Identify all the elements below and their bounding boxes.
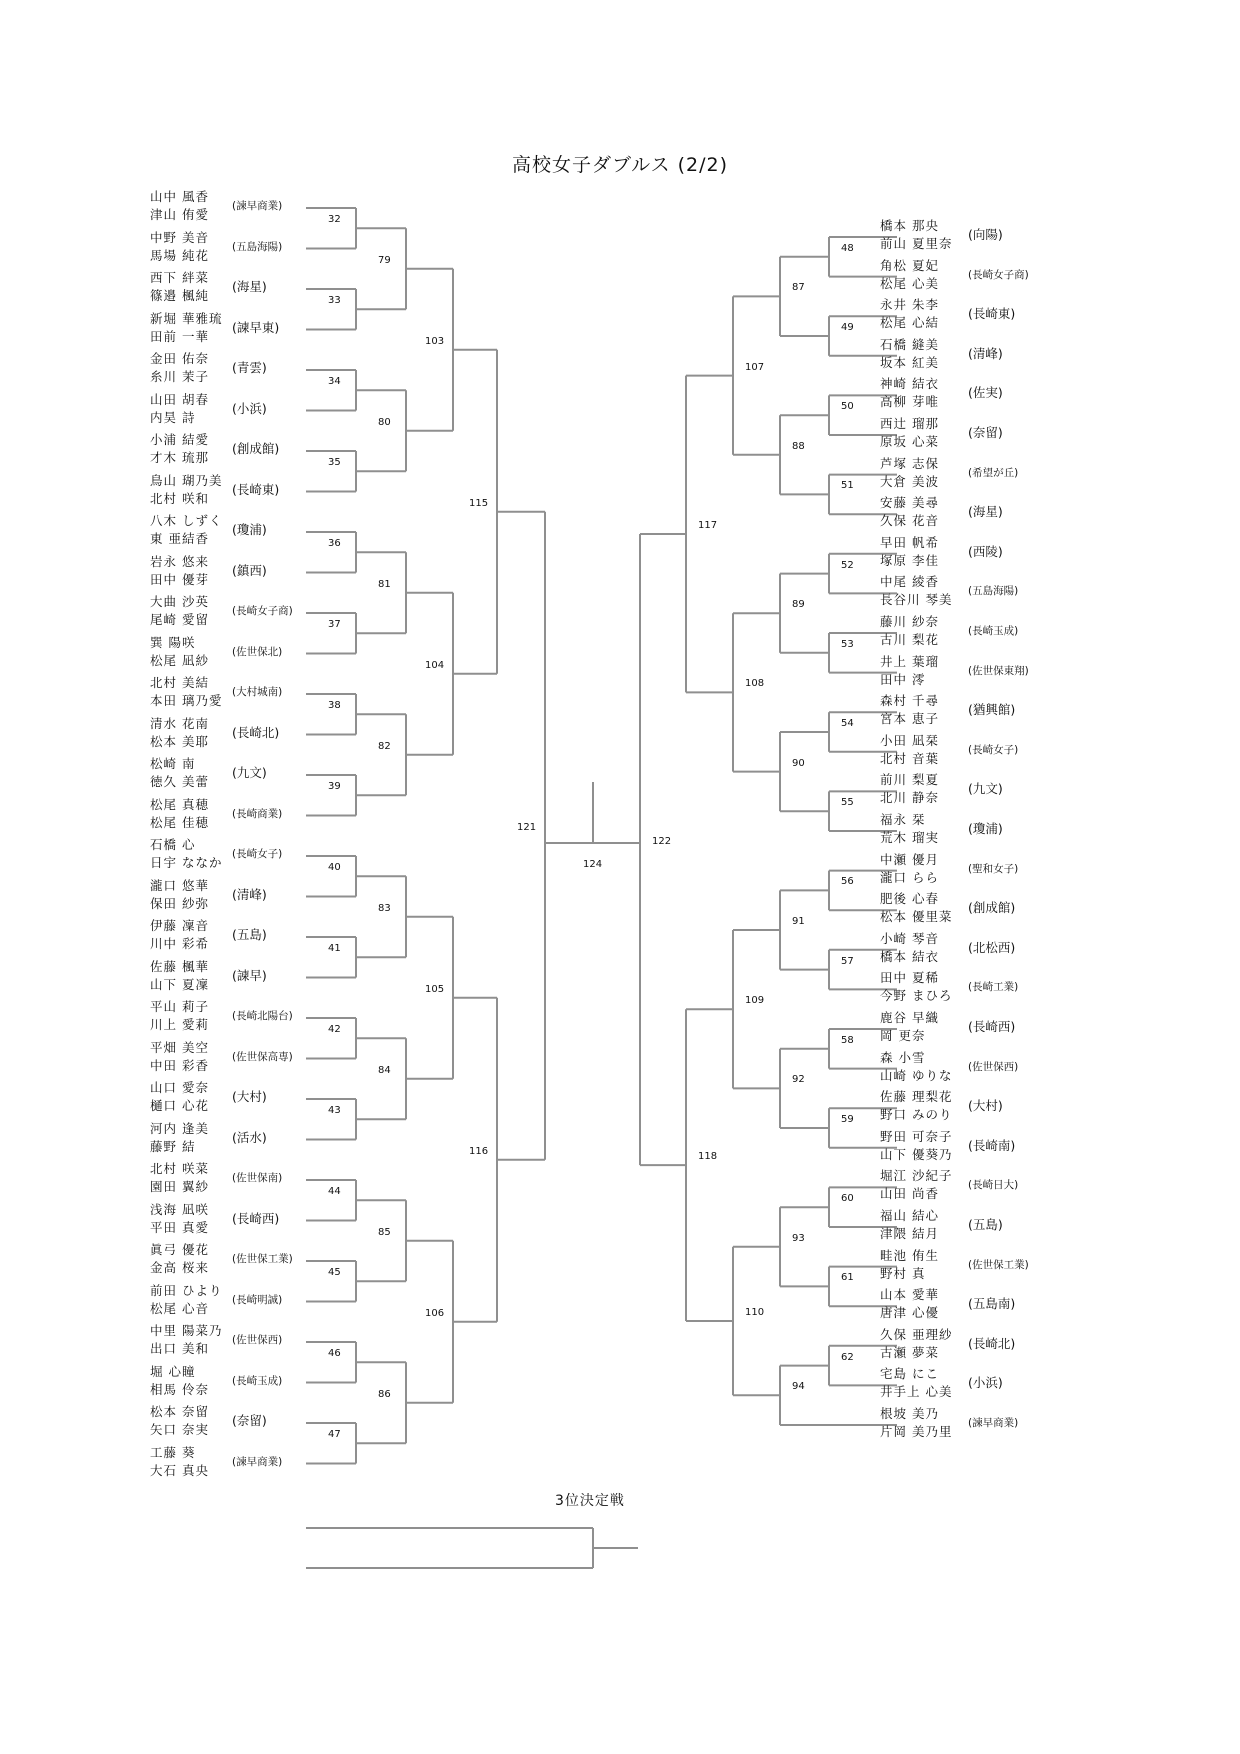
match-number: 79 (378, 254, 391, 266)
player-name-2: 岡 更奈 (880, 1028, 926, 1043)
match-number: 84 (378, 1064, 391, 1076)
match-number: 104 (425, 659, 445, 671)
match-number: 83 (378, 902, 391, 914)
school-name: (長崎北) (968, 1335, 1016, 1351)
match-number: 89 (792, 599, 805, 611)
player-name-1: 早田 帆希 (880, 534, 939, 550)
school-name: (九文) (968, 781, 1003, 797)
match-number: 94 (792, 1381, 805, 1393)
player-name-1: 畦池 侑生 (880, 1247, 939, 1263)
match-number: 122 (652, 835, 672, 847)
match-number: 58 (841, 1034, 854, 1046)
player-name-1: 浅海 凪咲 (150, 1201, 209, 1217)
match-number: 45 (328, 1267, 341, 1279)
player-name-2: 荒木 瑠実 (880, 830, 939, 845)
player-name-1: 佐藤 理梨花 (880, 1089, 953, 1105)
player-name-2: 久保 花音 (880, 513, 939, 529)
player-name-1: 小崎 琴音 (880, 930, 939, 946)
player-name-1: 神崎 結衣 (880, 376, 939, 392)
player-name-1: 鹿谷 早織 (880, 1010, 939, 1025)
match-number: 44 (328, 1186, 341, 1198)
match-number: 90 (792, 757, 805, 769)
player-name-2: 塚原 李佳 (880, 552, 939, 568)
player-name-2: 矢口 奈実 (150, 1422, 209, 1437)
match-number: 35 (328, 457, 341, 469)
match-number: 109 (745, 995, 765, 1007)
player-name-2: 片岡 美乃里 (880, 1424, 953, 1439)
player-name-2: 山下 優葵乃 (880, 1146, 953, 1162)
player-name-2: 井手上 心美 (880, 1384, 953, 1400)
player-name-1: 橋本 那央 (880, 218, 939, 233)
player-name-1: 瀧口 悠華 (150, 877, 209, 893)
school-name: (佐世保南) (232, 1172, 283, 1184)
match-number: 33 (328, 295, 341, 307)
player-name-1: 西辻 瑠那 (880, 416, 939, 431)
player-name-2: 松尾 佳穂 (150, 814, 209, 830)
school-name: (五島) (968, 1217, 1003, 1232)
player-name-2: 東 亜結香 (150, 531, 209, 546)
player-name-1: 福山 結心 (880, 1208, 939, 1223)
school-name: (奈留) (968, 425, 1003, 440)
match-number: 54 (841, 718, 854, 729)
school-name: (佐世保西) (968, 1060, 1019, 1073)
school-name: (九文) (232, 765, 267, 780)
player-name-1: 大曲 沙英 (150, 594, 209, 609)
player-name-2: 松尾 心美 (880, 275, 939, 291)
school-name: (佐世保北) (232, 645, 283, 658)
school-name: (長崎玉成) (232, 1374, 283, 1387)
player-name-2: 北村 咲和 (150, 490, 209, 506)
player-name-2: 尾崎 愛留 (150, 612, 209, 627)
player-name-1: 前田 ひより (150, 1282, 223, 1298)
school-name: (長崎女子商) (968, 268, 1029, 281)
player-name-2: 川中 彩希 (150, 936, 209, 951)
match-number: 85 (378, 1226, 391, 1238)
player-name-2: 津山 侑愛 (150, 207, 209, 222)
school-name: (佐世保工業) (232, 1253, 293, 1265)
match-number: 62 (841, 1351, 854, 1363)
player-name-2: 才木 琉那 (150, 450, 209, 465)
school-name: (長崎商業) (232, 807, 283, 820)
player-name-2: 瀧口 らら (880, 869, 939, 885)
match-number: 55 (841, 797, 854, 809)
school-name: (清峰) (968, 345, 1003, 361)
player-name-1: 中里 陽菜乃 (150, 1323, 223, 1338)
player-name-1: 野田 可奈子 (880, 1128, 953, 1144)
school-name: (猶興館) (968, 702, 1016, 718)
player-name-2: 古瀬 夢菜 (880, 1344, 939, 1360)
player-name-2: 宮本 恵子 (880, 711, 939, 727)
match-number: 124 (583, 859, 603, 870)
match-number: 47 (328, 1429, 341, 1441)
match-number: 121 (517, 821, 537, 833)
player-name-2: 坂本 紅美 (880, 354, 939, 370)
match-number: 32 (328, 214, 341, 226)
player-name-2: 野口 みのり (880, 1107, 953, 1123)
school-name: (奈留) (232, 1413, 267, 1428)
player-name-1: 福永 栞 (880, 812, 926, 827)
match-number: 36 (328, 538, 341, 550)
match-number: 106 (425, 1307, 445, 1319)
school-name: (清峰) (232, 886, 267, 902)
match-number: 52 (841, 559, 854, 571)
player-name-2: 松本 優里菜 (880, 909, 953, 925)
player-name-1: 宅島 にこ (880, 1366, 939, 1382)
match-number: 48 (841, 242, 854, 254)
player-name-2: 田前 一華 (150, 328, 209, 344)
player-name-1: 工藤 葵 (150, 1444, 196, 1460)
player-name-1: 山本 愛華 (880, 1287, 939, 1303)
school-name: (長崎女子) (232, 848, 283, 860)
player-name-1: 平山 莉子 (150, 999, 209, 1014)
player-name-2: 松尾 心音 (150, 1300, 209, 1316)
match-number: 91 (792, 916, 805, 927)
school-name: (向陽) (968, 227, 1003, 242)
player-name-2: 山下 夏凜 (150, 976, 209, 992)
match-number: 115 (469, 497, 489, 509)
match-number: 38 (328, 700, 341, 712)
player-name-2: 松尾 心結 (880, 315, 939, 331)
player-name-2: 津隈 結月 (880, 1226, 939, 1241)
player-name-1: 岩永 悠来 (150, 553, 209, 569)
match-number: 93 (792, 1232, 805, 1244)
player-name-2: 川上 愛莉 (150, 1017, 209, 1032)
school-name: (長崎北陽台) (232, 1010, 293, 1022)
player-name-2: 平田 真愛 (150, 1219, 209, 1235)
school-name: (佐実) (968, 385, 1003, 401)
player-name-1: 藤川 紗奈 (880, 614, 939, 629)
school-name: (長崎東) (968, 306, 1016, 322)
player-name-1: 松尾 真穂 (150, 796, 209, 812)
player-name-1: 井上 葉瑠 (880, 653, 939, 669)
player-name-2: 相馬 伶奈 (150, 1381, 209, 1397)
player-name-1: 安藤 美尋 (880, 495, 939, 511)
school-name: (長崎玉成) (968, 625, 1019, 637)
match-number: 53 (841, 638, 854, 650)
player-name-1: 森 小雪 (880, 1049, 926, 1065)
player-name-2: 長谷川 琴美 (880, 592, 953, 608)
match-number: 103 (425, 335, 445, 347)
school-name: (瓊浦) (968, 821, 1003, 836)
school-name: (西陵) (968, 543, 1003, 559)
school-name: (小浜) (968, 1375, 1003, 1391)
match-number: 81 (378, 578, 391, 590)
school-name: (五島南) (968, 1296, 1016, 1312)
player-name-1: 芦塚 志保 (880, 455, 939, 471)
school-name: (長崎北) (232, 724, 280, 740)
school-name: (五島海陽) (232, 240, 283, 253)
match-number: 40 (328, 862, 341, 874)
school-name: (佐世保東翔) (968, 664, 1029, 677)
match-number: 107 (745, 361, 765, 373)
player-name-1: 堀 心瞳 (150, 1363, 196, 1379)
match-number: 87 (792, 282, 805, 294)
player-name-1: 清水 花南 (150, 715, 209, 731)
school-name: (長崎日大) (968, 1179, 1019, 1192)
match-number: 116 (469, 1145, 489, 1157)
school-name: (長崎南) (968, 1137, 1016, 1153)
player-name-1: 伊藤 凜音 (150, 918, 209, 933)
player-name-1: 角松 夏妃 (880, 257, 939, 273)
player-name-1: 鳥山 瑚乃美 (150, 472, 223, 488)
school-name: (創成館) (968, 900, 1016, 916)
match-number: 50 (841, 401, 854, 413)
player-name-2: 保田 紗弥 (150, 895, 209, 911)
match-number: 39 (328, 781, 341, 793)
player-name-2: 今野 まひろ (880, 988, 953, 1004)
page-title: 高校女子ダブルス (2/2) (511, 154, 729, 176)
player-name-1: 平畑 美空 (150, 1039, 209, 1055)
player-name-1: 松本 奈留 (150, 1404, 209, 1419)
school-name: (長崎西) (232, 1210, 280, 1226)
player-name-1: 肥後 心春 (880, 891, 939, 907)
player-name-1: 河内 逢美 (150, 1120, 209, 1136)
player-name-1: 前川 梨夏 (880, 772, 939, 788)
player-name-1: 森村 千尋 (880, 693, 939, 709)
player-name-1: 久保 亜理紗 (880, 1326, 953, 1342)
player-name-1: 佐藤 楓華 (150, 958, 209, 974)
school-name: (海星) (232, 279, 267, 294)
school-name: (北松西) (968, 939, 1016, 955)
player-name-2: 野村 真 (880, 1265, 926, 1281)
match-number: 60 (841, 1193, 854, 1205)
player-name-2: 古川 梨花 (880, 632, 939, 647)
school-name: (諫早東) (232, 319, 280, 335)
match-number: 82 (378, 740, 391, 752)
player-name-2: 大石 真央 (150, 1462, 209, 1478)
player-name-2: 田中 澪 (880, 671, 926, 687)
school-name: (諫早商業) (232, 1455, 283, 1468)
school-name: (瓊浦) (232, 522, 267, 537)
school-name: (諫早) (232, 967, 267, 983)
player-name-1: 北村 美結 (150, 675, 209, 690)
school-name: (諫早商業) (232, 200, 283, 212)
match-number: 92 (792, 1074, 805, 1086)
player-name-2: 内昊 詩 (150, 409, 196, 425)
player-name-2: 山崎 ゆりな (880, 1067, 953, 1083)
school-name: (大村) (968, 1098, 1003, 1114)
player-name-2: 大倉 美波 (880, 473, 939, 489)
player-name-2: 北川 静奈 (880, 790, 939, 806)
school-name: (小浜) (232, 400, 267, 416)
player-name-1: 巽 陽咲 (150, 634, 196, 650)
school-name: (長崎明誠) (232, 1293, 283, 1306)
player-name-2: 篠邉 楓純 (150, 288, 209, 303)
match-number: 56 (841, 876, 854, 888)
school-name: (長崎女子) (968, 743, 1019, 756)
match-number: 86 (378, 1388, 391, 1400)
player-name-2: 松尾 凪紗 (150, 652, 209, 668)
school-name: (創成館) (232, 441, 280, 456)
player-name-1: 西下 絆菜 (150, 270, 209, 285)
player-name-1: 小浦 結愛 (150, 432, 209, 447)
player-name-1: 北村 咲菜 (150, 1161, 209, 1176)
match-number: 105 (425, 983, 445, 995)
player-name-2: 中田 彩香 (150, 1057, 209, 1073)
match-number: 110 (745, 1307, 765, 1319)
player-name-2: 唐津 心優 (880, 1305, 939, 1321)
school-name: (聖和女子) (968, 862, 1019, 875)
third-place-title: 3位決定戦 (555, 1493, 625, 1509)
school-name: (五島海陽) (968, 585, 1019, 598)
school-name: (大村) (232, 1089, 267, 1104)
match-number: 88 (792, 440, 805, 452)
player-name-1: 石橋 心 (150, 837, 196, 852)
school-name: (活水) (232, 1129, 267, 1145)
player-name-1: 根坡 美乃 (880, 1406, 939, 1421)
player-name-2: 本田 璃乃愛 (150, 693, 223, 708)
match-number: 49 (841, 322, 854, 333)
player-name-2: 高柳 芽唯 (880, 394, 939, 410)
player-name-1: 田中 夏稀 (880, 970, 939, 986)
school-name: (海星) (968, 504, 1003, 520)
player-name-1: 中瀬 優月 (880, 851, 939, 867)
player-name-1: 新堀 華雅琉 (150, 310, 223, 326)
match-number: 46 (328, 1348, 341, 1360)
player-name-2: 橋本 結衣 (880, 948, 939, 964)
school-name: (青雲) (232, 360, 267, 375)
school-name: (佐世保西) (232, 1334, 283, 1346)
player-name-2: 出口 美和 (150, 1341, 209, 1356)
player-name-1: 中尾 綾香 (880, 574, 939, 590)
school-name: (諫早商業) (968, 1417, 1019, 1429)
player-name-1: 眞弓 優花 (150, 1242, 209, 1257)
school-name: (長崎東) (232, 481, 280, 497)
player-name-2: 藤野 結 (150, 1138, 196, 1154)
player-name-1: 山田 胡春 (150, 391, 209, 407)
match-number: 80 (378, 416, 391, 428)
player-name-1: 松崎 南 (150, 756, 196, 771)
school-name: (五島) (232, 927, 267, 942)
school-name: (長崎西) (968, 1019, 1016, 1034)
match-number: 37 (328, 619, 341, 631)
player-name-1: 金田 佑奈 (150, 351, 209, 366)
match-number: 108 (745, 678, 765, 690)
school-name: (鎮西) (232, 562, 267, 578)
player-name-2: 糸川 茉子 (150, 369, 209, 384)
match-number: 51 (841, 480, 854, 492)
player-name-2: 園田 翼紗 (150, 1179, 209, 1194)
school-name: (希望が丘) (968, 466, 1019, 479)
player-name-1: 堀江 沙紀子 (880, 1168, 953, 1184)
match-number: 118 (698, 1151, 718, 1163)
match-number: 34 (328, 376, 341, 388)
match-number: 117 (698, 520, 718, 531)
player-name-1: 中野 美音 (150, 229, 209, 245)
school-name: (長崎工業) (968, 981, 1019, 994)
match-number: 57 (841, 955, 854, 967)
player-name-1: 永井 朱李 (880, 297, 939, 313)
player-name-1: 山口 愛奈 (150, 1080, 209, 1095)
player-name-1: 石橋 縫美 (880, 336, 939, 352)
player-name-1: 小田 凪栞 (880, 732, 939, 748)
player-name-2: 松本 美耶 (150, 733, 209, 749)
match-number: 41 (328, 943, 341, 955)
player-name-2: 徳久 美蕾 (150, 774, 209, 789)
match-number: 43 (328, 1105, 341, 1117)
player-name-2: 馬場 純花 (150, 247, 209, 263)
player-name-2: 樋口 心花 (150, 1098, 209, 1113)
school-name: (長崎女子商) (232, 605, 293, 617)
player-name-2: 金高 桜来 (150, 1260, 209, 1275)
player-name-2: 山田 尚香 (880, 1186, 939, 1202)
player-name-2: 前山 夏里奈 (880, 236, 953, 251)
player-name-2: 北村 音葉 (880, 750, 939, 766)
school-name: (佐世保高専) (232, 1050, 293, 1063)
player-name-1: 山中 風香 (150, 189, 209, 204)
school-name: (大村城南) (232, 686, 283, 698)
player-name-2: 日宇 ななか (150, 855, 223, 870)
match-number: 42 (328, 1024, 341, 1036)
player-name-1: 八木 しずく (150, 513, 223, 528)
player-name-2: 原坂 心菜 (880, 434, 939, 449)
match-number: 61 (841, 1272, 854, 1284)
player-name-2: 田中 優芽 (150, 571, 209, 587)
match-number: 59 (841, 1114, 854, 1125)
school-name: (佐世保工業) (968, 1258, 1029, 1271)
